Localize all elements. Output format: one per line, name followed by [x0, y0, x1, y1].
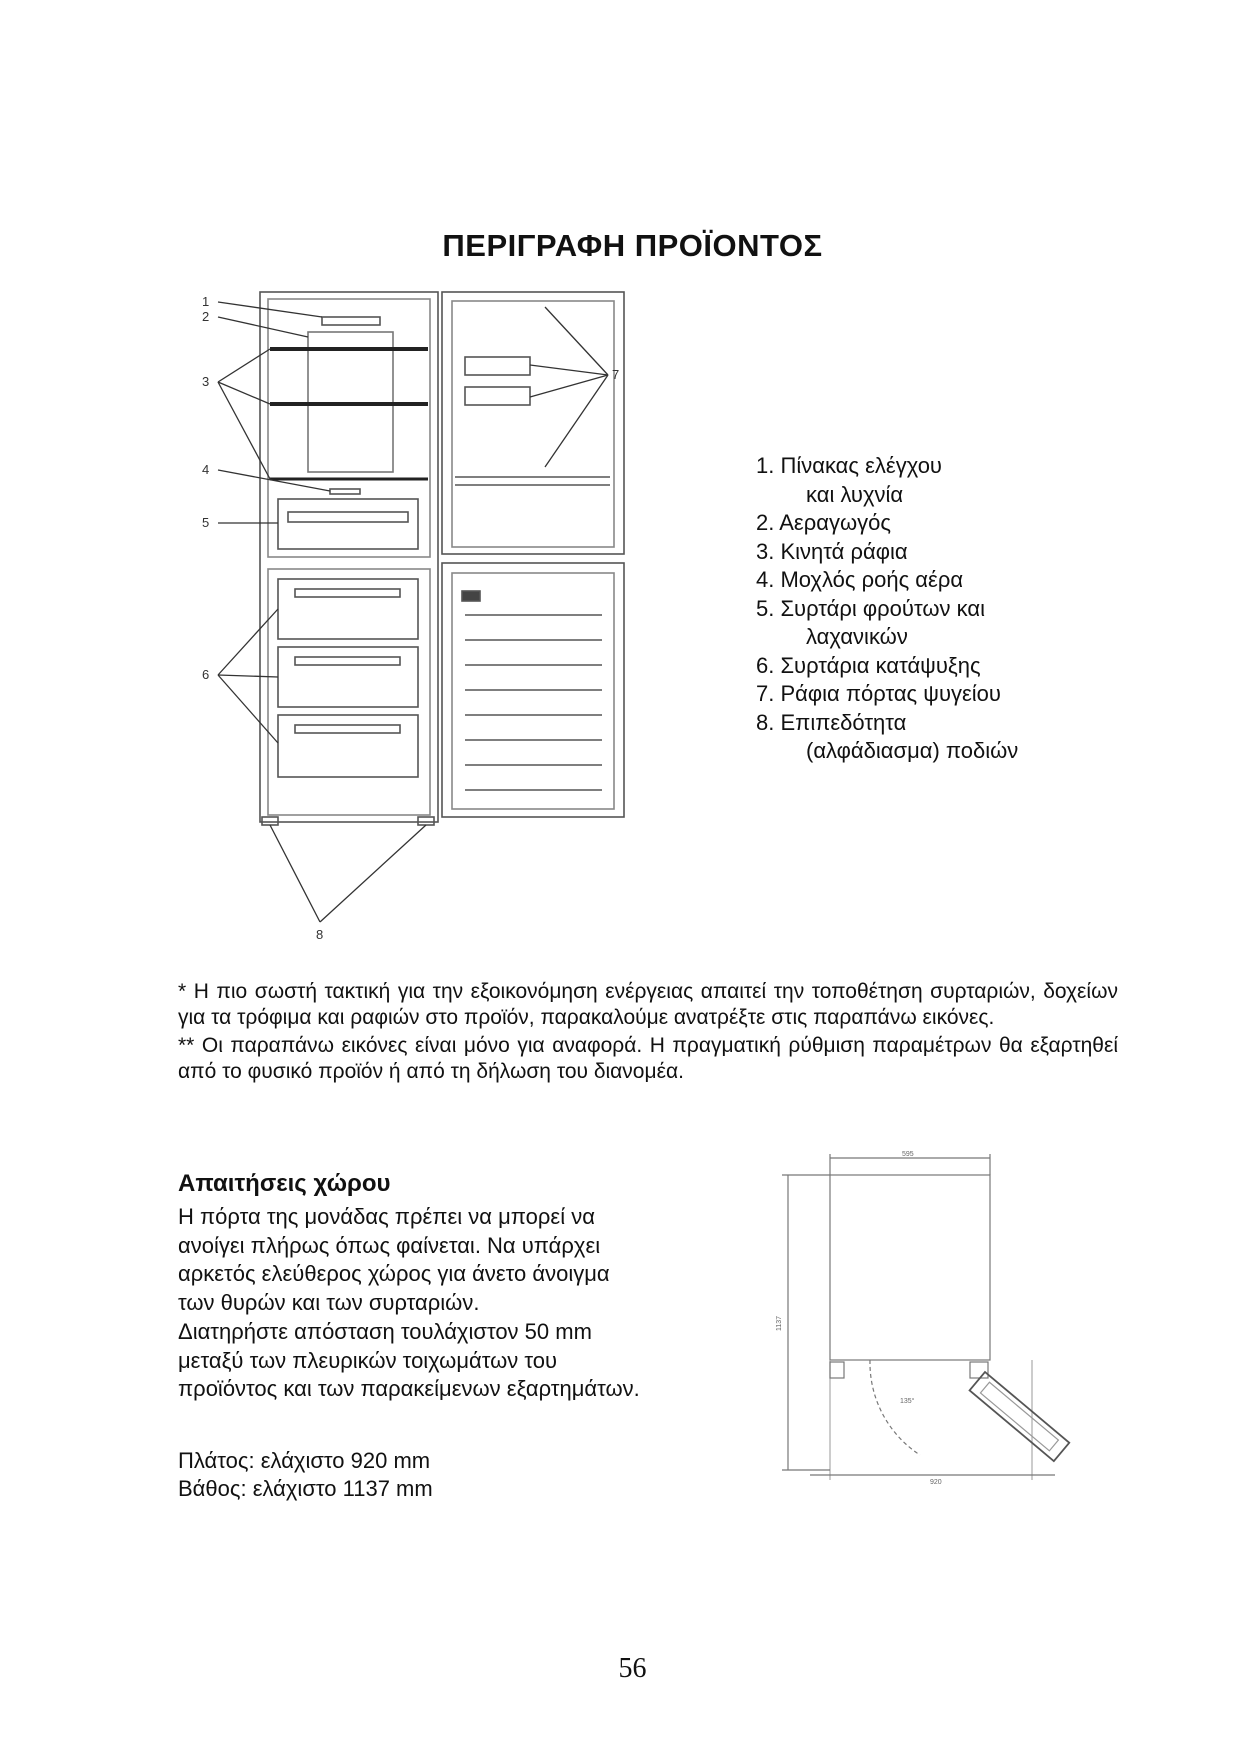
min-width: Πλάτος: ελάχιστο 920 mm — [178, 1448, 431, 1473]
callout-4: 4 — [202, 462, 210, 477]
text-line: Διατηρήστε απόσταση τουλάχιστον 50 mm — [178, 1318, 592, 1344]
page-number: 56 — [618, 1653, 647, 1684]
legend-item-continuation: λαχανικών — [806, 624, 908, 649]
legend-item-continuation: (αλφάδιασμα) ποδιών — [806, 738, 1019, 763]
legend-item: 8. Επιπεδότητα — [756, 709, 907, 735]
legend-item: 3. Κινητά ράφια — [756, 538, 908, 564]
fridge-diagram — [190, 287, 690, 947]
freezer-drawer — [278, 647, 418, 707]
fridge-door — [442, 292, 624, 554]
door-swing-arc — [870, 1360, 920, 1455]
callout-1: 1 — [202, 294, 210, 309]
page-title: ΠΕΡΙΓΡΑΦΗ ΠΡΟΪΟΝΤΟΣ — [442, 228, 823, 263]
space-requirements-text — [178, 1203, 738, 1404]
control-panel — [322, 317, 380, 325]
legend-item: 2. Αεραγωγός — [756, 510, 891, 535]
text-line: αρκετός ελεύθερος χώρος για άνετο άνοιγμα — [178, 1261, 610, 1287]
plan-angle: 135° — [900, 1398, 915, 1405]
callout-8: 8 — [316, 927, 324, 942]
space-requirements-heading: Απαιτήσεις χώρου — [178, 1170, 391, 1197]
plan-top-dimension: 595 — [902, 1151, 914, 1158]
minimum-dimensions — [178, 1447, 433, 1503]
note-reference: ** Οι παραπάνω εικόνες είναι μόνο για αναφορά. Η πραγματική ρύθμιση παραμέτρων θα εξαρτηθεί από το φυσικό προϊόν ή από τη δήλωση του διανομέα. — [178, 1034, 1118, 1083]
text-line: των θυρών και των συρταριών. — [178, 1290, 480, 1316]
unit-top-view — [830, 1175, 990, 1360]
legend-item: 1. Πίνακας ελέγχου — [756, 453, 942, 478]
plan-left-dimension: 1137 — [776, 1315, 783, 1331]
legend-item: 6. Συρτάρια κατάψυξης — [756, 652, 981, 678]
legend-item: 4. Μοχλός ροής αέρα — [756, 567, 964, 592]
legend-item-continuation: και λυχνία — [806, 481, 904, 507]
component-legend — [756, 452, 1018, 766]
text-line: προϊόντος και των παρακείμενων εξαρτημάτων. — [178, 1376, 640, 1402]
legend-item: 5. Συρτάρι φρούτων και — [756, 595, 985, 621]
text-line: μεταξύ των πλευρικών τοιχωμάτων του — [178, 1347, 558, 1373]
text-line: Η πόρτα της μονάδας πρέπει να μπορεί να — [178, 1204, 595, 1229]
door-shelf — [465, 357, 530, 375]
freezer-drawer — [278, 579, 418, 639]
callout-2: 2 — [202, 309, 210, 324]
min-depth: Βάθος: ελάχιστο 1137 mm — [178, 1476, 433, 1501]
callout-7: 7 — [612, 367, 620, 382]
callout-3: 3 — [202, 374, 210, 389]
open-door — [970, 1372, 1070, 1461]
air-flow-lever — [330, 489, 360, 494]
callout-5: 5 — [202, 515, 210, 530]
plan-bottom-dimension: 920 — [930, 1479, 942, 1486]
callout-6: 6 — [202, 667, 210, 682]
crisper-drawer — [278, 499, 418, 549]
door-shelf — [465, 387, 530, 405]
note-energy: * Η πιο σωστή τακτική για την εξοικονόμηση ενέργειας απαιτεί την τοποθέτηση συρταριών, δοχείων για τα τρόφιμα και ραφιών στο προϊόν, παρακαλούμε ανατρέξτε στις παραπάνω εικόνες. — [178, 980, 1118, 1029]
door-clearance-diagram — [770, 1150, 1090, 1490]
notes — [178, 979, 1118, 1085]
text-line: ανοίγει πλήρως όπως φαίνεται. Να υπάρχει — [178, 1232, 601, 1258]
legend-item: 7. Ράφια πόρτας ψυγείου — [756, 681, 1001, 706]
